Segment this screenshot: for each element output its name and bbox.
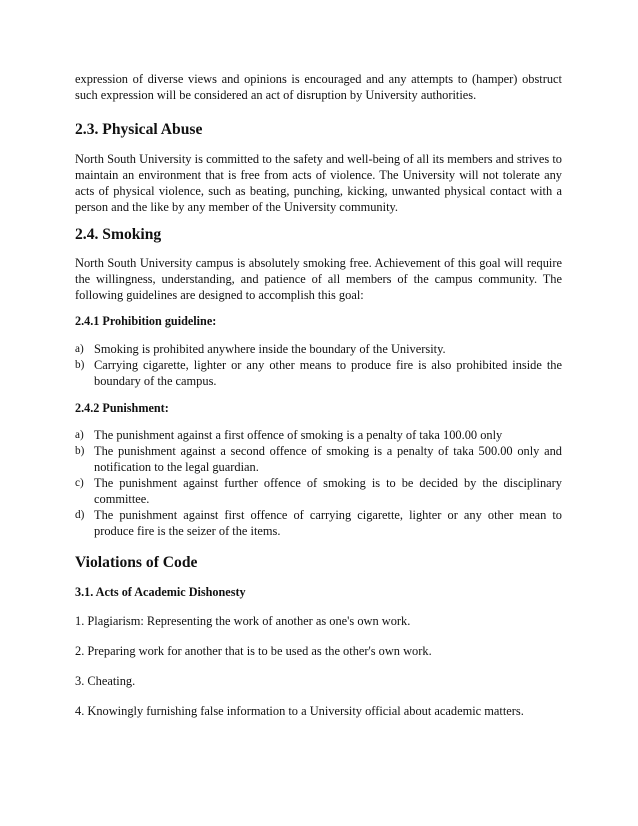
- violation-item: 2. Preparing work for another that is to be used as the other's own work.: [75, 644, 432, 658]
- section-2-3-heading: 2.3. Physical Abuse: [75, 121, 203, 138]
- section-2-4-heading: 2.4. Smoking: [75, 226, 162, 243]
- list-item: b) The punishment against a second offence of smoking is a penalty of taka 500.00 only and notification to the legal guardian.: [75, 444, 562, 474]
- continuation-paragraph: expression of diverse views and opinions is encouraged and any attempts to (hamper) obstruct such expression will be considered an act of disruption by University authorities.: [75, 72, 562, 102]
- academic-dishonesty-heading: 3.1. Acts of Academic Dishonesty: [75, 585, 246, 599]
- prohibition-list: [75, 341, 562, 389]
- list-item: a) The punishment against a first offence of smoking is a penalty of taka 100.00 only: [75, 428, 503, 442]
- violation-item: 1. Plagiarism: Representing the work of another as one's own work.: [75, 614, 411, 628]
- list-item: a) Smoking is prohibited anywhere inside the boundary of the University.: [75, 342, 446, 356]
- punishment-list: [75, 427, 562, 539]
- list-item: c) The punishment against further offence of smoking is to be decided by the disciplinary committee.: [75, 476, 562, 506]
- list-item: b) Carrying cigarette, lighter or any other means to produce fire is also prohibited inside the boundary of the campus.: [75, 358, 562, 388]
- punishment-heading: 2.4.2 Punishment:: [75, 401, 169, 415]
- section-2-4-body: North South University campus is absolutely smoking free. Achievement of this goal will require the willingness, understanding, and patience of all members of the campus community. The following guidelines are designed to accomplish this goal:: [75, 256, 562, 302]
- violation-item: 4. Knowingly furnishing false information to a University official about academic matters.: [75, 704, 524, 718]
- prohibition-heading: 2.4.1 Prohibition guideline:: [75, 314, 217, 328]
- list-item: d) The punishment against first offence of carrying cigarette, lighter or any other mean to produce fire is the seizer of the items.: [75, 508, 562, 538]
- violations-heading: Violations of Code: [75, 554, 198, 571]
- violation-item: 3. Cheating.: [75, 674, 136, 688]
- section-2-3-body: North South University is committed to the safety and well-being of all its members and strives to maintain an environment that is free from acts of violence. The University will not tolerate any acts of physical violence, such as beating, punching, kicking, unwanted physical contact with a person and the like by any member of the University community.: [75, 152, 562, 214]
